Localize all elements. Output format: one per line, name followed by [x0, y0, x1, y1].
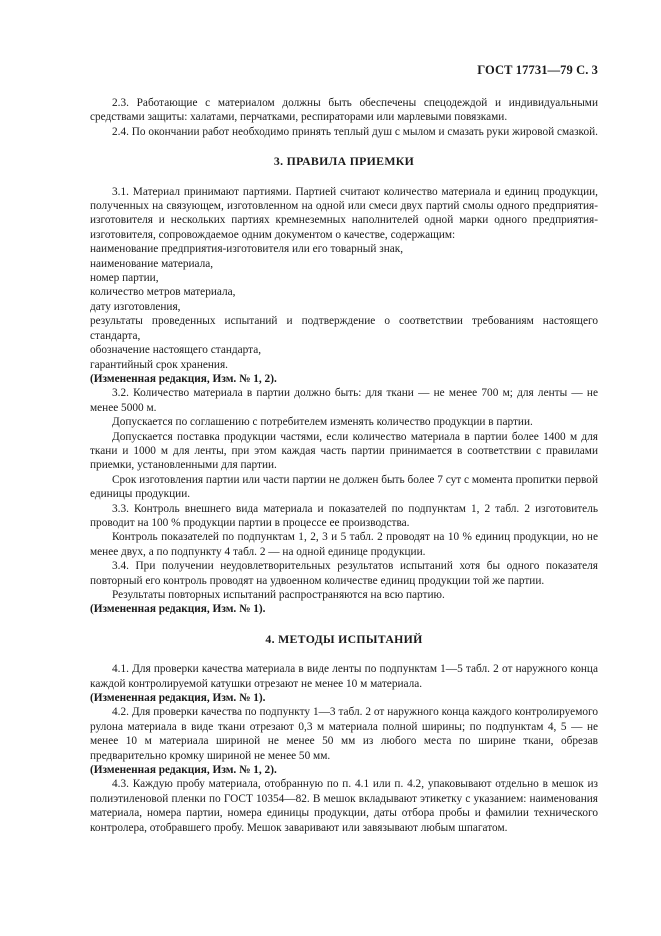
paragraph-3-4-b: Результаты повторных испытаний распространяются на всю партию. — [112, 589, 445, 601]
paragraph-3-2-d: Срок изготовления партии или части партии не должен быть более 7 сут с момента пропитки первой единицы продукции. — [90, 473, 598, 501]
paragraph-4-2: 4.2. Для проверки качества по подпункту 1—3 табл. 2 от наружного конца каждого контролируемого рулона материала в виде ткани отрезают 0,3 м материала полной ширины; по подпунктам 4, 5 — не менее 10 м материала шириной не менее 50 мм из любого места по ширине ткани, обрезав предварительно кромку шириной не менее 50 мм. — [90, 706, 598, 762]
paragraph-3-4: 3.4. При получении неудовлетворительных результатов испытаний хотя бы одного показателя повторный его контроль проводят на удвоенном количестве единиц продукции той же партии. — [90, 560, 598, 587]
paragraph-4-3: 4.3. Каждую пробу материала, отобранную по п. 4.1 или п. 4.2, упаковывают отдельно в мешок из полиэтиленовой пленки по ГОСТ 10354—82. В мешок вкладывают этикетку с указанием: наименования материала, номера партии, номера единицы продукции, даты отбора пробы и фамилии технического контролера, отобравшего пробу. Мешок заваривают или завязывают любым шпагатом. — [90, 778, 598, 834]
list-item: наименование предприятия-изготовителя или его товарный знак, — [90, 243, 404, 256]
amendment-note: (Измененная редакция, Изм. № 1, 2). — [90, 372, 277, 385]
list-item: гарантийный срок хранения. — [90, 358, 228, 371]
paragraph-2-4: 2.4. По окончании работ необходимо принять теплый душ с мылом и смазать руки жировой смазкой. — [112, 125, 598, 138]
list-item: обозначение настоящего стандарта, — [90, 344, 262, 357]
list-item: количество метров материала, — [90, 286, 236, 299]
list-item: наименование материала, — [90, 257, 214, 270]
paragraph-3-3: 3.3. Контроль внешнего вида материала и показателей по подпунктам 1, 2 табл. 2 изготовитель проводит на 100 % продукции партии в процессе ее производства. — [90, 502, 598, 529]
paragraph-3-2-c: Допускается поставка продукции частями, если количество материала в партии более 1400 м для ткани и 1000 м для ленты, при этом каждая часть партии принимается в соответствии с правилами приемки, установленными для партии. — [90, 430, 598, 472]
list-item: номер партии, — [90, 272, 159, 285]
section-3-title: 3. ПРАВИЛА ПРИЕМКИ — [273, 154, 415, 169]
section-4-title: 4. МЕТОДЫ ИСПЫТАНИЙ — [265, 631, 423, 646]
amendment-note: (Измененная редакция, Изм. № 1, 2). — [90, 764, 277, 777]
amendment-note: (Измененная редакция, Изм. № 1). — [90, 692, 266, 705]
document-page — [90, 0, 598, 936]
document-body — [90, 96, 598, 835]
list-item: дату изготовления, — [90, 300, 181, 313]
page-header: ГОСТ 17731—79 С. 3 — [477, 63, 598, 77]
amendment-note: (Измененная редакция, Изм. № 1). — [90, 603, 266, 616]
paragraph-4-1: 4.1. Для проверки качества материала в виде ленты по подпунктам 1—5 табл. 2 от наружного конца каждой контролируемой катушки отрезают не менее 10 м материала. — [90, 663, 598, 690]
paragraph-3-2-b: Допускается по соглашению с потребителем изменять количество продукции в партии. — [112, 416, 533, 429]
paragraph-3-1: 3.1. Материал принимают партиями. Партией считают количество материала и единиц продукции, полученных на связующем, изготовленном на одной или смеси двух партий смолы одного предприятия-изготовителя и нескольких партиях кремнеземных наполнителей одной марки одного предприятия-изготовителя, сопровождаемое одним документом о качестве, содержащим: — [90, 185, 598, 241]
list-item: результаты проведенных испытаний и подтверждение о соответствии требованиям настоящего стандарта, — [90, 315, 598, 342]
paragraph-3-3-b: Контроль показателей по подпунктам 1, 2, 3 и 5 табл. 2 проводят на 10 % единиц продукции, но не менее двух, а по подпункту 4 табл. 2 — на одной единице продукции. — [90, 531, 598, 558]
paragraph-3-2: 3.2. Количество материала в партии должно быть: для ткани — не менее 700 м; для ленты — не менее 5000 м. — [90, 387, 598, 414]
paragraph-2-3: 2.3. Работающие с материалом должны быть обеспечены спецодеждой и индивидуальными средствами защиты: халатами, перчатками, респираторами или марлевыми повязками. — [90, 97, 598, 124]
list-3-1 — [90, 242, 598, 372]
